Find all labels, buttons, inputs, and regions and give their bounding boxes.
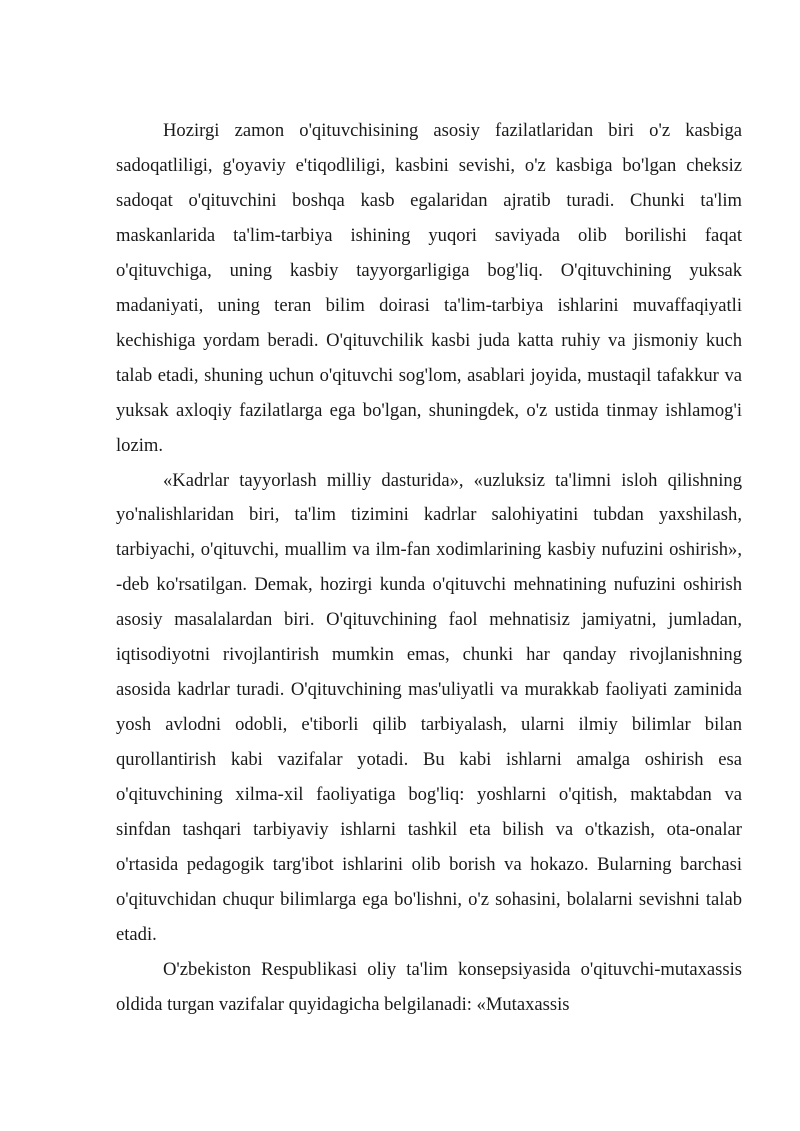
- paragraph-national-program: «Kadrlar tayyorlash milliy dasturida», «uzluksiz ta'limni isloh qilishning yo'nalishlaridan biri, ta'lim tizimini kadrlar salohiyatini tubdan yaxshilash, tarbiyachi, o'qituvchi, muallim va ilm-fan xodimlarining kasbiy nufuzini oshirish», -deb ko'rsatilgan. Demak, hozirgi kunda o'qituvchi mehnatining nufuzini oshirish asosiy masalalardan biri. O'qituvchining faol mehnatisiz jamiyatni, jumladan, iqtisodiyotni rivojlantirish mumkin emas, chunki har qanday rivojlanishning asosida kadrlar turadi. O'qituvchining mas'uliyatli va murakkab faoliyati zaminida yosh avlodni odobli, e'tiborli qilib tarbiyalash, ularni ilmiy bilimlar bilan qurollantirish kabi vazifalar yotadi. Bu kabi ishlarni amalga oshirish esa o'qituvchining xilma-xil faoliyatiga bog'liq: yoshlarni o'qitish, maktabdan va sinfdan tashqari tarbiyaviy ishlarni tashkil eta bilish va o'tkazish, ota-onalar o'rtasida pedagogik targ'ibot ishlarini olib borish va hokazo. Bularning barchasi o'qituvchidan chuqur bilimlarga ega bo'lishni, o'z sohasini, bolalarni sevishni talab etadi.: [116, 469, 742, 945]
- paragraph-teacher-qualities: Hozirgi zamon o'qituvchisining asosiy fazilatlaridan biri o'z kasbiga sadoqatliligi, g'oyaviy e'tiqodliligi, kasbini sevishi, o'z kasbiga bo'lgan cheksiz sadoqat o'qituvchini boshqa kasb egalaridan ajratib turadi. Chunki ta'lim maskanlarida ta'lim-tarbiya ishining yuqori saviyada olib borilishi faqat o'qituvchiga, uning kasbiy tayyorgarligiga bog'liq. O'qituvchining yuksak madaniyati, uning teran bilim doirasi ta'lim-tarbiya ishlarini muvaffaqiyatli kechishiga yordam beradi. O'qituvchilik kasbi juda katta ruhiy va jismoniy kuch talab etadi, shuning uchun o'qituvchi sog'lom, asablari joyida, mustaqil tafakkur va yuksak axloqiy fazilatlarga ega bo'lgan, shuningdek, o'z ustida tinmay ishlamog'i lozim.: [116, 120, 742, 456]
- paragraph-higher-education-concept: O'zbekiston Respublikasi oliy ta'lim konsepsiyasida o'qituvchi-mutaxassis oldida turgan vazifalar quyidagicha belgilanadi: «Mutaxassis: [116, 958, 742, 1015]
- document-body: [116, 114, 742, 1023]
